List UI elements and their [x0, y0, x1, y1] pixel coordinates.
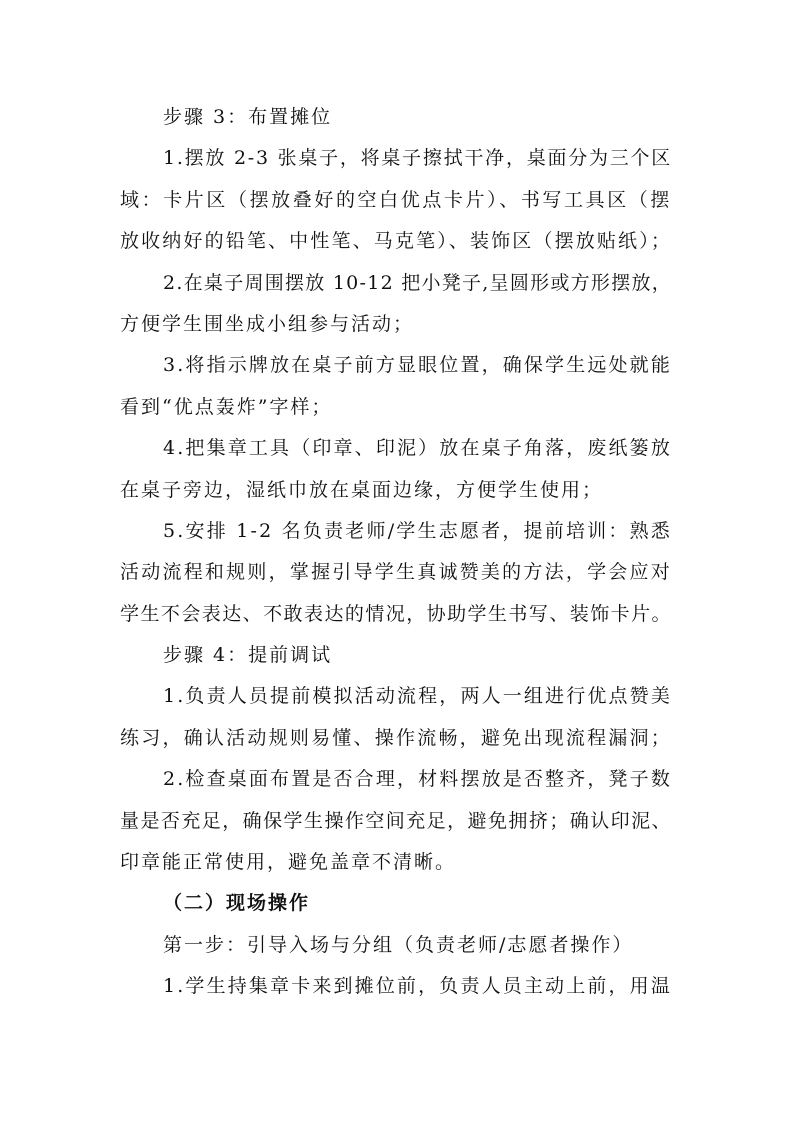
section-heading-text: （二）现场操作: [163, 892, 311, 915]
line-text: 2.在桌子周围摆放 10-12 把小凳子,呈圆形或方形摆放，: [163, 271, 672, 294]
step4-heading: [120, 635, 672, 676]
text-line: [120, 470, 672, 511]
line-text: 看到“优点轰炸”字样；: [120, 395, 333, 418]
text-line: [120, 221, 672, 262]
text-line: [120, 676, 672, 717]
text-line: [120, 263, 672, 304]
step4-item-2: [120, 759, 672, 883]
text-line: [120, 138, 672, 179]
step3-heading-text: 步骤 3：布置摊位: [163, 106, 333, 128]
line-text: 1.学生持集章卡来到摊位前，负责人员主动上前，用温: [163, 975, 672, 998]
line-text: 域：卡片区（摆放叠好的空白优点卡片）、书写工具区（摆: [120, 188, 672, 211]
text-line: [120, 428, 672, 469]
line-text: 4.把集章工具（印章、印泥）放在桌子角落，废纸篓放: [163, 437, 672, 460]
line-text: 5.安排 1-2 名负责老师/学生志愿者，提前培训：熟悉: [163, 519, 672, 542]
line-text: 放收纳好的铅笔、中性笔、马克笔）、装饰区（摆放贴纸）；: [120, 230, 672, 253]
line-text: 1.负责人员提前模拟活动流程，两人一组进行优点赞美: [163, 685, 672, 708]
line-text: 学生不会表达、不敢表达的情况，协助学生书写、装饰卡片。: [120, 602, 672, 625]
line-text: 量是否充足，确保学生操作空间充足，避免拥挤；确认印泥、: [120, 809, 672, 832]
text-line: [120, 594, 672, 635]
step3-item-5: [120, 511, 672, 635]
text-line: [120, 345, 672, 386]
line-text: 在桌子旁边，湿纸巾放在桌面边缘，方便学生使用；: [120, 478, 604, 501]
document-body: [120, 97, 672, 1008]
text-line: [120, 966, 672, 1007]
text-line: [120, 759, 672, 800]
step4-item-1: [120, 676, 672, 759]
text-line: [120, 718, 672, 759]
line-text: 2.检查桌面布置是否合理，材料摆放是否整齐，凳子数: [163, 768, 672, 791]
step3-item-4: [120, 428, 672, 511]
text-line: [120, 801, 672, 842]
line-text: 3.将指示牌放在桌子前方显眼位置，确保学生远处就能: [163, 354, 672, 377]
line-text: 印章能正常使用，避免盖章不清晰。: [120, 851, 457, 874]
step3-item-2: [120, 263, 672, 346]
step3-item-3: [120, 345, 672, 428]
text-line: [120, 842, 672, 883]
step1-item-1: [120, 966, 672, 1007]
line-text: 练习，确认活动规则易懂、操作流畅，避免出现流程漏洞；: [120, 726, 672, 749]
text-line: [120, 552, 672, 593]
step1-heading: [120, 925, 672, 966]
text-line: [120, 511, 672, 552]
line-text: 活动流程和规则，掌握引导学生真诚赞美的方法，学会应对: [120, 561, 672, 584]
section-heading: [120, 883, 672, 924]
text-line: [120, 387, 672, 428]
step1-heading-text: 第一步：引导入场与分组（负责老师/志愿者操作）: [163, 933, 634, 956]
text-line: [120, 180, 672, 221]
line-text: 1.摆放 2-3 张桌子，将桌子擦拭干净，桌面分为三个区: [163, 147, 672, 170]
step3-item-1: [120, 138, 672, 262]
line-text: 方便学生围坐成小组参与活动；: [120, 312, 415, 335]
step4-heading-text: 步骤 4：提前调试: [163, 644, 333, 667]
text-line: [120, 304, 672, 345]
step3-heading: [120, 97, 672, 138]
